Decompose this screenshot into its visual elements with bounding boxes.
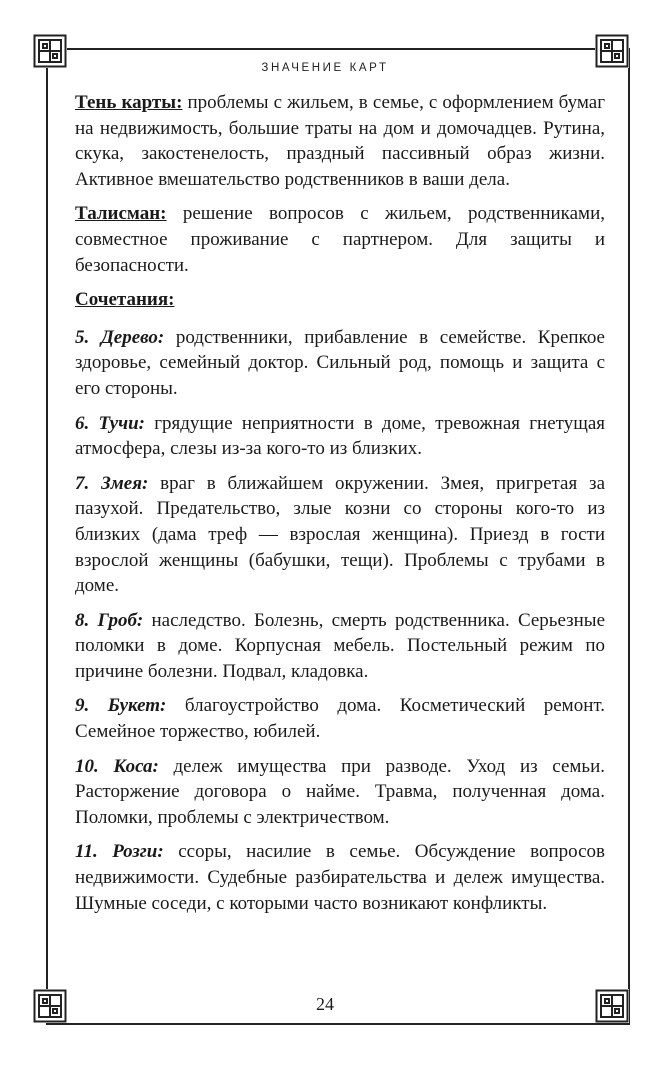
- combination-item: [75, 754, 605, 831]
- page-number: 24: [316, 994, 334, 1014]
- combination-text: наследство. Болезнь, смерть родственника. Серьезные поломки в доме. Корпусная мебель. Постельный режим по причине болезни. Подвал, кладовка.: [75, 609, 606, 682]
- talisman-text: решение вопросов с жильем, родственниками, совместное проживание с партнером. Для защиты и безопасности.: [75, 203, 605, 276]
- shadow-text: проблемы с жильем, в семье, с оформлением бумаг на недвижимость, большие траты на дом и домочадцев. Рутина, скука, закостенелость, праздный пассивный образ жизни. Активное вмешательство родственников в ваши дела.: [75, 92, 605, 190]
- combination-label: 11. Розги:: [75, 841, 164, 863]
- combination-label: 9. Букет:: [75, 695, 167, 717]
- combination-text: дележ имущества при разводе. Уход из семьи. Расторжение договора о найме. Травма, полученная дома. Поломки, проблемы с электричеством.: [75, 755, 605, 828]
- combination-item: [75, 471, 605, 599]
- combination-item: [75, 693, 605, 744]
- combination-item: [75, 411, 605, 462]
- combinations-heading: Сочетания:: [75, 289, 175, 311]
- talisman-label: Талисман:: [75, 203, 167, 225]
- combination-text: благоустройство дома. Косметический ремонт. Семейное торжество, юбилей.: [75, 695, 605, 743]
- combination-item: [75, 839, 605, 916]
- combination-item: [75, 608, 605, 685]
- combination-text: грядущие неприятности в доме, тревожная гнетущая атмосфера, слезы из-за кого-то из близких.: [75, 412, 606, 460]
- talisman-paragraph: [75, 201, 605, 278]
- combination-label: 10. Коса:: [75, 755, 159, 777]
- combination-label: 5. Дерево:: [75, 326, 165, 348]
- shadow-label: Тень карты:: [75, 92, 183, 113]
- combination-label: 6. Тучи:: [75, 412, 145, 434]
- combination-text: родственники, прибавление в семействе. Крепкое здоровье, семейный доктор. Сильный род, помощь и защита с его стороны.: [75, 326, 605, 399]
- combination-label: 7. Змея:: [75, 472, 149, 494]
- page-content: [75, 90, 605, 925]
- shadow-paragraph: [75, 90, 605, 192]
- combination-label: 8. Гроб:: [75, 609, 144, 631]
- combination-item: [75, 325, 605, 402]
- running-header: ЗНАЧЕНИЕ КАРТ: [261, 62, 389, 74]
- combination-text: ссоры, насилие в семье. Обсуждение вопросов недвижимости. Судебные разбирательства и дележ имущества. Шумные соседи, с которыми часто возникают конфликты.: [75, 841, 606, 914]
- combination-text: враг в ближайшем окружении. Змея, пригретая за пазухой. Предательство, злые козни со стороны кого-то из близких (дама треф — взрослая женщина). Приезд в гости взрослой женщины (бабушки, тещи). Проблемы с трубами в доме.: [75, 472, 606, 597]
